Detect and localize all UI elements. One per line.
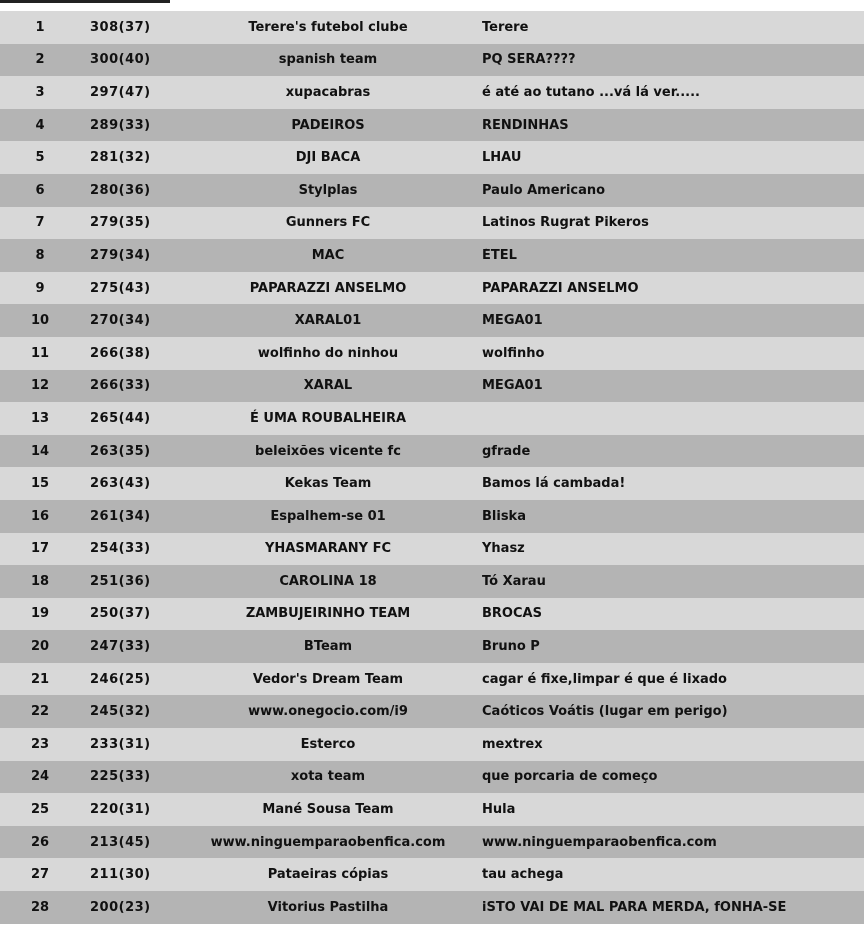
team-name-cell: Pataeiras cópias xyxy=(267,867,389,883)
rank-cell: 13 xyxy=(30,410,50,426)
points-cell: 246(25) xyxy=(90,671,151,687)
rank-cell: 14 xyxy=(30,443,50,459)
table-row xyxy=(0,695,864,728)
manager-name-cell: RENDINHAS xyxy=(482,117,569,133)
rank-cell: 21 xyxy=(30,671,50,687)
points-cell: 263(35) xyxy=(90,443,151,459)
points-cell: 308(37) xyxy=(90,19,151,35)
manager-name-cell: BROCAS xyxy=(482,606,542,622)
top-strip xyxy=(0,0,864,11)
team-name-cell: xota team xyxy=(290,769,366,785)
rank-cell: 19 xyxy=(30,606,50,622)
rank-cell: 17 xyxy=(30,541,50,557)
points-cell: 225(33) xyxy=(90,769,151,785)
points-cell: 279(35) xyxy=(90,215,151,231)
table-row xyxy=(0,272,864,305)
manager-name-cell: Latinos Rugrat Pikeros xyxy=(482,215,649,231)
rank-cell: 7 xyxy=(35,215,45,231)
table-row xyxy=(0,11,864,44)
points-cell: 266(38) xyxy=(90,345,151,361)
points-cell: 250(37) xyxy=(90,606,151,622)
points-cell: 265(44) xyxy=(90,410,151,426)
table-row xyxy=(0,630,864,663)
rank-cell: 22 xyxy=(30,704,50,720)
team-name-cell: Vedor's Dream Team xyxy=(252,671,404,687)
manager-name-cell: Bliska xyxy=(482,508,526,524)
rank-cell: 3 xyxy=(35,84,45,100)
points-cell: 280(36) xyxy=(90,182,151,198)
table-row xyxy=(0,239,864,272)
team-name-cell: DJI BACA xyxy=(295,150,361,166)
rank-cell: 28 xyxy=(30,899,50,915)
table-row xyxy=(0,76,864,109)
team-name-cell: www.ninguemparaobenfica.com xyxy=(210,834,446,850)
team-name-cell: BTeam xyxy=(303,639,353,655)
points-cell: 233(31) xyxy=(90,736,151,752)
points-cell: 300(40) xyxy=(90,52,151,68)
table-row xyxy=(0,337,864,370)
team-name-cell: PAPARAZZI ANSELMO xyxy=(249,280,407,296)
manager-name-cell: iSTO VAI DE MAL PARA MERDA, fONHA-SE xyxy=(482,899,787,915)
points-cell: 213(45) xyxy=(90,834,151,850)
team-name-cell: www.onegocio.com/i9 xyxy=(248,704,408,720)
table-row xyxy=(0,141,864,174)
manager-name-cell: é até ao tutano ...vá lá ver..... xyxy=(482,84,700,100)
team-name-cell: CAROLINA 18 xyxy=(279,573,377,589)
manager-name-cell: Paulo Americano xyxy=(482,182,606,198)
points-cell: 263(43) xyxy=(90,476,151,492)
team-name-cell: spanish team xyxy=(278,52,378,68)
points-cell: 254(33) xyxy=(90,541,151,557)
points-cell: 279(34) xyxy=(90,247,151,263)
team-name-cell: MAC xyxy=(311,247,345,263)
team-name-cell: Esterco xyxy=(300,736,356,752)
rank-cell: 10 xyxy=(30,313,50,329)
manager-name-cell: mextrex xyxy=(482,736,543,752)
rank-cell: 6 xyxy=(35,182,45,198)
table-row xyxy=(0,728,864,761)
table-row xyxy=(0,500,864,533)
manager-name-cell: wolfinho xyxy=(482,345,545,361)
manager-name-cell: ÉTEL xyxy=(482,247,517,263)
table-row xyxy=(0,533,864,566)
table-row xyxy=(0,467,864,500)
points-cell: 251(36) xyxy=(90,573,151,589)
manager-name-cell: Tó Xarau xyxy=(482,573,546,589)
points-cell: 200(23) xyxy=(90,899,151,915)
rank-cell: 4 xyxy=(35,117,45,133)
rank-cell: 24 xyxy=(30,769,50,785)
points-cell: 211(30) xyxy=(90,867,151,883)
table-row xyxy=(0,858,864,891)
rank-cell: 15 xyxy=(30,476,50,492)
team-name-cell: XARAL01 xyxy=(294,313,362,329)
team-name-cell: beleixões vicente fc xyxy=(255,443,401,459)
manager-name-cell: PAPARAZZI ANSELMO xyxy=(482,280,639,296)
team-name-cell: Mané Sousa Team xyxy=(262,802,394,818)
rank-cell: 16 xyxy=(30,508,50,524)
points-cell: 266(33) xyxy=(90,378,151,394)
team-name-cell: PADEIROS xyxy=(291,117,365,133)
table-row xyxy=(0,826,864,859)
table-row xyxy=(0,304,864,337)
points-cell: 220(31) xyxy=(90,802,151,818)
table-row xyxy=(0,793,864,826)
team-name-cell: Terere's futebol clube xyxy=(248,19,408,35)
manager-name-cell: Bamos lá cambada! xyxy=(482,476,626,492)
manager-name-cell: gfrade xyxy=(482,443,531,459)
points-cell: 245(32) xyxy=(90,704,151,720)
rank-cell: 18 xyxy=(30,573,50,589)
rank-cell: 2 xyxy=(35,52,45,68)
table-row xyxy=(0,565,864,598)
table-row xyxy=(0,891,864,924)
team-name-cell: É UMA ROUBALHEIRA xyxy=(249,410,407,426)
manager-name-cell: Yhasz xyxy=(482,541,525,557)
team-name-cell: Stylplas xyxy=(298,182,358,198)
manager-name-cell: Terere xyxy=(482,19,529,35)
table-row xyxy=(0,761,864,794)
manager-name-cell: www.ninguemparaobenfica.com xyxy=(482,834,717,850)
manager-name-cell: tau achega xyxy=(482,867,564,883)
ranking-table xyxy=(0,11,864,924)
team-name-cell: Gunners FC xyxy=(285,215,371,231)
points-cell: 261(34) xyxy=(90,508,151,524)
points-cell: 275(43) xyxy=(90,280,151,296)
rank-cell: 26 xyxy=(30,834,50,850)
team-name-cell: Kekas Team xyxy=(284,476,372,492)
table-row xyxy=(0,109,864,142)
points-cell: 289(33) xyxy=(90,117,151,133)
manager-name-cell: Bruno P xyxy=(482,639,540,655)
team-name-cell: Vitorius Pastilha xyxy=(267,899,389,915)
table-row xyxy=(0,174,864,207)
rank-cell: 12 xyxy=(30,378,50,394)
table-row xyxy=(0,370,864,403)
team-name-cell: XARAL xyxy=(303,378,353,394)
points-cell: 247(33) xyxy=(90,639,151,655)
rank-cell: 8 xyxy=(35,247,45,263)
rank-cell: 9 xyxy=(35,280,45,296)
table-row xyxy=(0,402,864,435)
table-row xyxy=(0,663,864,696)
manager-name-cell: MEGA01 xyxy=(482,313,543,329)
manager-name-cell: Caóticos Voátis (lugar em perigo) xyxy=(482,704,728,720)
header-remnant xyxy=(0,0,170,3)
team-name-cell: YHASMARANY FC xyxy=(264,541,392,557)
team-name-cell: Espalhem-se 01 xyxy=(270,508,386,524)
rank-cell: 1 xyxy=(35,19,45,35)
manager-name-cell: MEGA01 xyxy=(482,378,543,394)
rank-cell: 27 xyxy=(30,867,50,883)
team-name-cell: wolfinho do ninhou xyxy=(257,345,399,361)
points-cell: 297(47) xyxy=(90,84,151,100)
manager-name-cell: PQ SERA???? xyxy=(482,52,576,68)
rank-cell: 25 xyxy=(30,802,50,818)
manager-name-cell: que porcaria de começo xyxy=(482,769,658,785)
points-cell: 281(32) xyxy=(90,150,151,166)
table-row xyxy=(0,44,864,77)
table-row xyxy=(0,207,864,240)
rank-cell: 20 xyxy=(30,639,50,655)
rank-cell: 11 xyxy=(30,345,50,361)
team-name-cell: xupacabras xyxy=(285,84,371,100)
table-row xyxy=(0,598,864,631)
manager-name-cell: cagar é fixe,limpar é que é lixado xyxy=(482,671,727,687)
manager-name-cell: LHAU xyxy=(482,150,522,166)
manager-name-cell: Hula xyxy=(482,802,516,818)
rank-cell: 23 xyxy=(30,736,50,752)
points-cell: 270(34) xyxy=(90,313,151,329)
rank-cell: 5 xyxy=(35,150,45,166)
team-name-cell: ZAMBUJEIRINHO TEAM xyxy=(245,606,411,622)
table-row xyxy=(0,435,864,468)
